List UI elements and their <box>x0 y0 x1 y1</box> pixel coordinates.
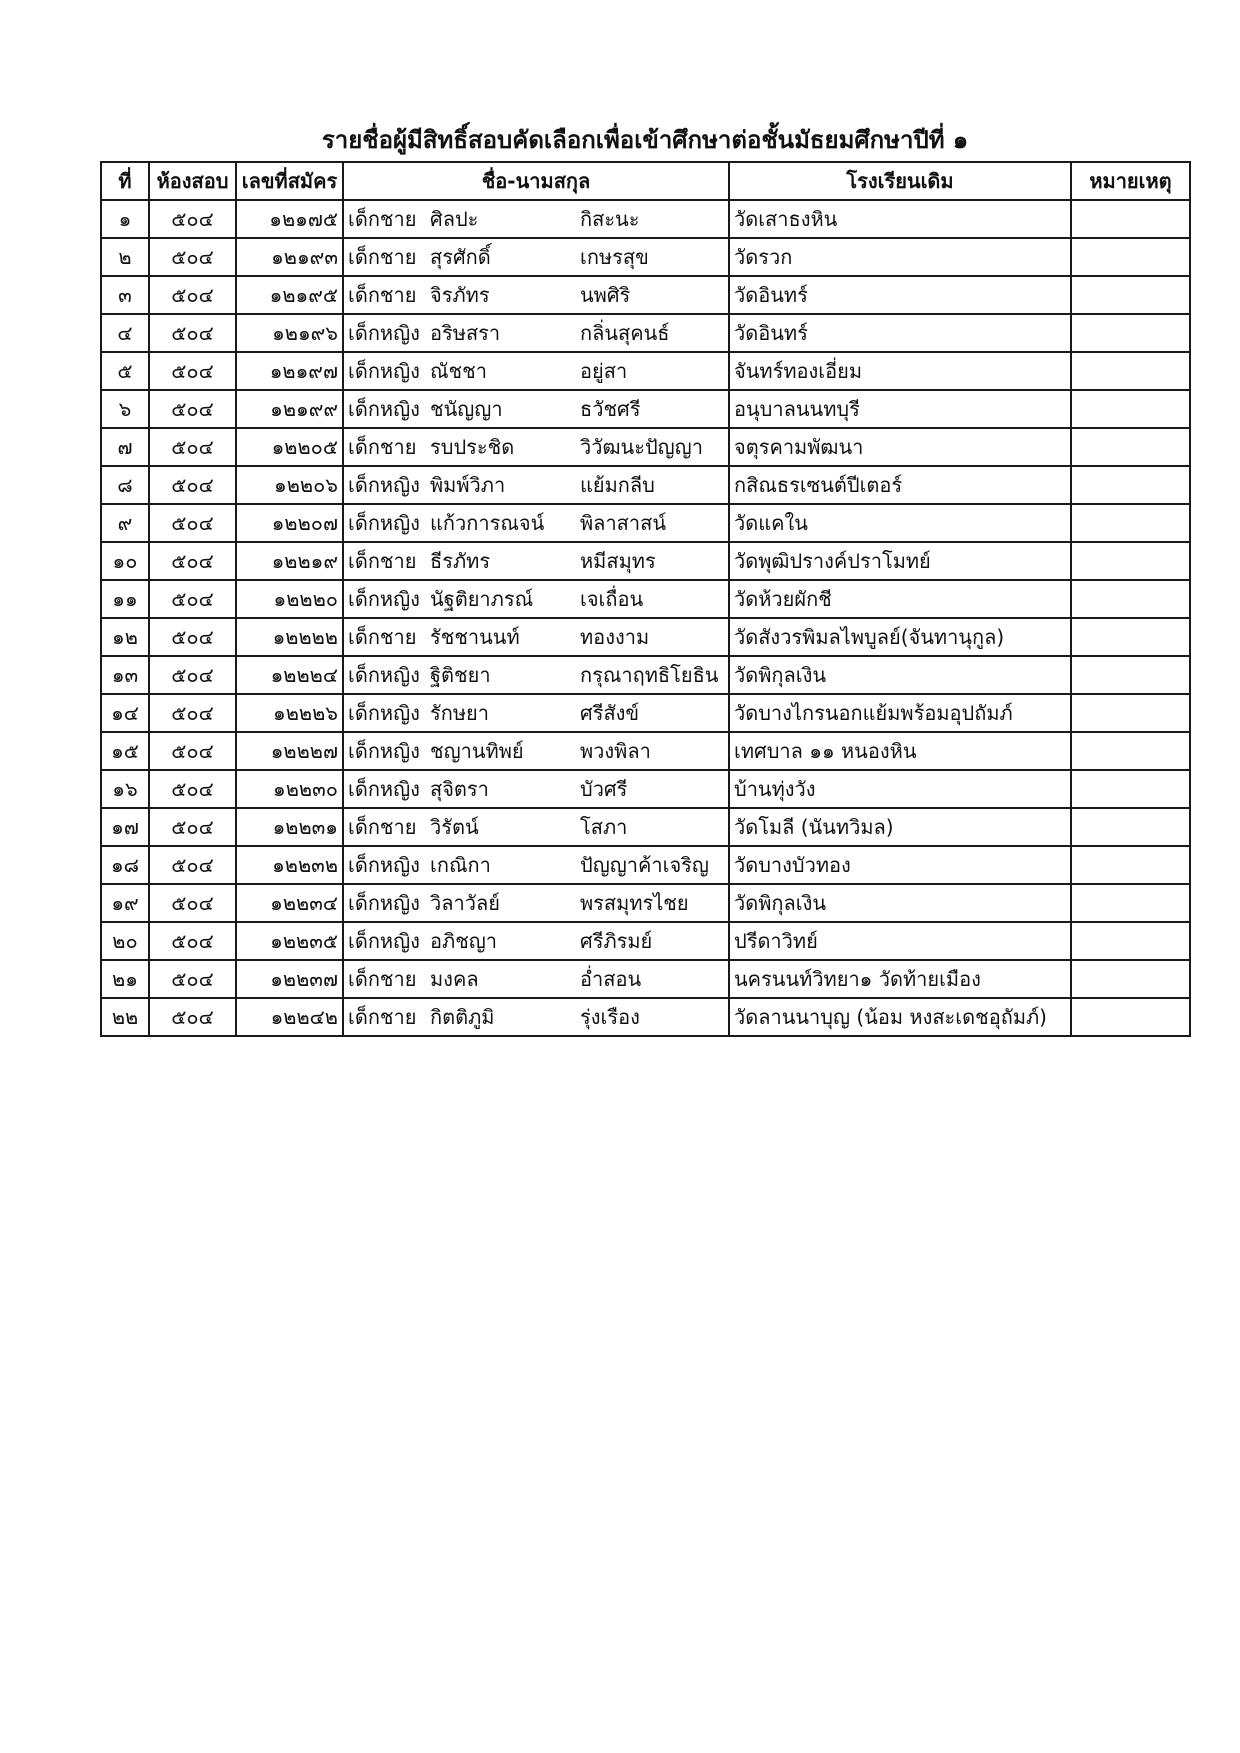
row-number: ๔ <box>101 314 149 352</box>
remark-cell <box>1071 314 1190 352</box>
name-prefix: เด็กหญิง <box>348 701 420 725</box>
remark-cell <box>1071 504 1190 542</box>
remark-cell <box>1071 922 1190 960</box>
previous-school: วัดห้วยผักชี <box>729 580 1071 618</box>
row-number: ๑๔ <box>101 694 149 732</box>
candidate-name <box>343 238 729 276</box>
application-number: ๑๒๒๓๕ <box>236 922 343 960</box>
previous-school: วัดแคใน <box>729 504 1071 542</box>
candidate-name <box>343 998 729 1036</box>
remark-cell <box>1071 428 1190 466</box>
row-number: ๒๒ <box>101 998 149 1036</box>
previous-school: วัดบางบัวทอง <box>729 846 1071 884</box>
row-number: ๑๕ <box>101 732 149 770</box>
name-prefix: เด็กชาย <box>348 1005 417 1029</box>
previous-school: ปรีดาวิทย์ <box>729 922 1071 960</box>
table-row <box>101 352 1190 390</box>
previous-school: วัดพุฒิปรางค์ปราโมทย์ <box>729 542 1071 580</box>
last-name: โสภา <box>580 815 628 839</box>
name-prefix: เด็กหญิง <box>348 511 420 535</box>
remark-cell <box>1071 276 1190 314</box>
name-prefix: เด็กชาย <box>348 967 417 991</box>
row-number: ๑๗ <box>101 808 149 846</box>
last-name: หมีสมุทร <box>580 549 656 573</box>
candidate-name <box>343 922 729 960</box>
last-name: พรสมุทรไชย <box>580 891 689 915</box>
table-row <box>101 770 1190 808</box>
name-prefix: เด็กชาย <box>348 435 417 459</box>
name-prefix: เด็กชาย <box>348 283 417 307</box>
application-number: ๑๒๑๙๙ <box>236 390 343 428</box>
header-remark: หมายเหตุ <box>1071 162 1190 200</box>
remark-cell <box>1071 200 1190 238</box>
first-name: วิลาวัลย์ <box>430 891 500 915</box>
application-number: ๑๒๒๓๐ <box>236 770 343 808</box>
exam-room: ๕๐๔ <box>149 428 236 466</box>
row-number: ๗ <box>101 428 149 466</box>
exam-room: ๕๐๔ <box>149 808 236 846</box>
first-name: นัฐติยาภรณ์ <box>430 587 534 611</box>
previous-school: วัดพิกุลเงิน <box>729 656 1071 694</box>
exam-room: ๕๐๔ <box>149 466 236 504</box>
last-name: รุ่งเรือง <box>580 1005 640 1029</box>
application-number: ๑๒๒๒๔ <box>236 656 343 694</box>
application-number: ๑๒๒๓๔ <box>236 884 343 922</box>
table-row <box>101 580 1190 618</box>
table-row <box>101 390 1190 428</box>
name-prefix: เด็กหญิง <box>348 397 420 421</box>
previous-school: นครนนท์วิทยา๑ วัดท้ายเมือง <box>729 960 1071 998</box>
first-name: อภิชญา <box>430 929 498 953</box>
header-room: ห้องสอบ <box>149 162 236 200</box>
table-row <box>101 504 1190 542</box>
application-number: ๑๒๒๐๕ <box>236 428 343 466</box>
remark-cell <box>1071 352 1190 390</box>
application-number: ๑๒๒๓๒ <box>236 846 343 884</box>
application-number: ๑๒๒๒๗ <box>236 732 343 770</box>
last-name: ศรีภิรมย์ <box>580 929 653 953</box>
first-name: ณัชชา <box>430 359 487 383</box>
remark-cell <box>1071 656 1190 694</box>
candidate-name <box>343 352 729 390</box>
exam-room: ๕๐๔ <box>149 542 236 580</box>
exam-room: ๕๐๔ <box>149 200 236 238</box>
first-name: สุรศักดิ์ <box>430 245 491 269</box>
row-number: ๑๑ <box>101 580 149 618</box>
candidate-name <box>343 884 729 922</box>
row-number: ๑๘ <box>101 846 149 884</box>
table-row <box>101 618 1190 656</box>
row-number: ๑๓ <box>101 656 149 694</box>
exam-room: ๕๐๔ <box>149 390 236 428</box>
previous-school: จันทร์ทองเอี่ยม <box>729 352 1071 390</box>
exam-room: ๕๐๔ <box>149 618 236 656</box>
table-row <box>101 694 1190 732</box>
header-school: โรงเรียนเดิม <box>729 162 1071 200</box>
remark-cell <box>1071 770 1190 808</box>
last-name: แย้มกลีบ <box>580 473 655 497</box>
row-number: ๑๒ <box>101 618 149 656</box>
name-prefix: เด็กหญิง <box>348 853 420 877</box>
table-row <box>101 238 1190 276</box>
last-name: กรุณาฤทธิโยธิน <box>580 663 719 687</box>
first-name: แก้วการณจน์ <box>430 511 545 535</box>
exam-room: ๕๐๔ <box>149 694 236 732</box>
candidate-name <box>343 808 729 846</box>
row-number: ๑๖ <box>101 770 149 808</box>
name-prefix: เด็กหญิง <box>348 929 420 953</box>
previous-school: วัดพิกุลเงิน <box>729 884 1071 922</box>
previous-school: วัดอินทร์ <box>729 276 1071 314</box>
application-number: ๑๒๒๓๑ <box>236 808 343 846</box>
candidate-name <box>343 504 729 542</box>
row-number: ๕ <box>101 352 149 390</box>
remark-cell <box>1071 998 1190 1036</box>
first-name: รัชชานนท์ <box>430 625 520 649</box>
previous-school: วัดรวก <box>729 238 1071 276</box>
application-number: ๑๒๒๐๖ <box>236 466 343 504</box>
application-number: ๑๒๒๒๖ <box>236 694 343 732</box>
application-number: ๑๒๒๓๗ <box>236 960 343 998</box>
remark-cell <box>1071 390 1190 428</box>
candidate-name <box>343 390 729 428</box>
candidate-name <box>343 694 729 732</box>
candidate-name <box>343 960 729 998</box>
first-name: รบประชิด <box>430 435 515 459</box>
row-number: ๑ <box>101 200 149 238</box>
candidate-name <box>343 846 729 884</box>
table-row <box>101 200 1190 238</box>
last-name: ธวัชศรี <box>580 397 641 421</box>
previous-school: กสิณธรเซนต์ปีเตอร์ <box>729 466 1071 504</box>
last-name: พิลาสาสน์ <box>580 511 666 535</box>
page-title: รายชื่อผู้มีสิทธิ์สอบคัดเลือกเพื่อเข้าศึกษาต่อชั้นมัธยมศึกษาปีที่ ๑ <box>321 126 969 154</box>
remark-cell <box>1071 694 1190 732</box>
candidate-name <box>343 580 729 618</box>
exam-room: ๕๐๔ <box>149 314 236 352</box>
row-number: ๓ <box>101 276 149 314</box>
table-row <box>101 428 1190 466</box>
last-name: อ่ำสอน <box>580 967 642 991</box>
name-prefix: เด็กหญิง <box>348 473 420 497</box>
candidate-name <box>343 618 729 656</box>
first-name: อริษสรา <box>430 321 501 345</box>
candidate-name <box>343 542 729 580</box>
candidate-name <box>343 770 729 808</box>
last-name: อยู่สา <box>580 359 628 383</box>
last-name: พวงพิลา <box>580 739 651 763</box>
first-name: ชนัญญา <box>430 397 503 421</box>
application-number: ๑๒๒๐๗ <box>236 504 343 542</box>
row-number: ๙ <box>101 504 149 542</box>
name-prefix: เด็กหญิง <box>348 321 420 345</box>
name-prefix: เด็กหญิง <box>348 739 420 763</box>
candidate-name <box>343 314 729 352</box>
name-prefix: เด็กชาย <box>348 815 417 839</box>
exam-room: ๕๐๔ <box>149 770 236 808</box>
name-prefix: เด็กชาย <box>348 207 417 231</box>
remark-cell <box>1071 732 1190 770</box>
first-name: จิรภัทร <box>430 283 490 307</box>
application-number: ๑๒๑๙๖ <box>236 314 343 352</box>
last-name: กิสะนะ <box>580 207 640 231</box>
previous-school: วัดโมลี (นันทวิมล) <box>729 808 1071 846</box>
last-name: บัวศรี <box>580 777 628 801</box>
table-row <box>101 884 1190 922</box>
header-name: ชื่อ-นามสกุล <box>343 162 729 200</box>
name-prefix: เด็กหญิง <box>348 587 420 611</box>
exam-room: ๕๐๔ <box>149 656 236 694</box>
row-number: ๑๐ <box>101 542 149 580</box>
row-number: ๒๑ <box>101 960 149 998</box>
candidate-table <box>100 161 1191 1037</box>
table-row <box>101 846 1190 884</box>
table-body <box>101 200 1190 1036</box>
name-prefix: เด็กหญิง <box>348 663 420 687</box>
candidate-name <box>343 732 729 770</box>
first-name: เกณิกา <box>430 853 491 877</box>
candidate-name <box>343 276 729 314</box>
row-number: ๘ <box>101 466 149 504</box>
last-name: ปัญญาค้าเจริญ <box>580 853 709 877</box>
name-prefix: เด็กหญิง <box>348 891 420 915</box>
row-number: ๖ <box>101 390 149 428</box>
table-row <box>101 314 1190 352</box>
name-prefix: เด็กชาย <box>348 549 417 573</box>
exam-room: ๕๐๔ <box>149 884 236 922</box>
previous-school: วัดเสาธงหิน <box>729 200 1071 238</box>
application-number: ๑๒๑๙๓ <box>236 238 343 276</box>
exam-room: ๕๐๔ <box>149 732 236 770</box>
table-row <box>101 922 1190 960</box>
previous-school: วัดลานนาบุญ (น้อม หงสะเดชอุถัมภ์) <box>729 998 1071 1036</box>
table-row <box>101 542 1190 580</box>
first-name: วิรัตน์ <box>430 815 479 839</box>
row-number: ๑๙ <box>101 884 149 922</box>
remark-cell <box>1071 466 1190 504</box>
row-number: ๒ <box>101 238 149 276</box>
exam-room: ๕๐๔ <box>149 922 236 960</box>
application-number: ๑๒๒๒๒ <box>236 618 343 656</box>
first-name: พิมพ์วิภา <box>430 473 506 497</box>
last-name: วิวัฒนะปัญญา <box>580 435 703 459</box>
remark-cell <box>1071 542 1190 580</box>
previous-school: อนุบาลนนทบุรี <box>729 390 1071 428</box>
last-name: เกษรสุข <box>580 245 649 269</box>
first-name: กิตติภูมิ <box>430 1005 495 1029</box>
first-name: ศิลปะ <box>430 207 479 231</box>
table-row <box>101 732 1190 770</box>
last-name: นพศิริ <box>580 283 631 307</box>
exam-room: ๕๐๔ <box>149 352 236 390</box>
application-number: ๑๒๒๒๐ <box>236 580 343 618</box>
row-number: ๒๐ <box>101 922 149 960</box>
previous-school: เทศบาล ๑๑ หนองหิน <box>729 732 1071 770</box>
exam-room: ๕๐๔ <box>149 998 236 1036</box>
first-name: ชญานทิพย์ <box>430 739 524 763</box>
first-name: ฐิติชยา <box>430 663 491 687</box>
application-number: ๑๒๑๙๗ <box>236 352 343 390</box>
application-number: ๑๒๑๗๕ <box>236 200 343 238</box>
remark-cell <box>1071 960 1190 998</box>
candidate-name <box>343 428 729 466</box>
name-prefix: เด็กหญิง <box>348 359 420 383</box>
exam-room: ๕๐๔ <box>149 960 236 998</box>
application-number: ๑๒๒๔๒ <box>236 998 343 1036</box>
application-number: ๑๒๒๑๙ <box>236 542 343 580</box>
previous-school: วัดสังวรพิมลไพบูลย์(จันทานุกูล) <box>729 618 1071 656</box>
exam-room: ๕๐๔ <box>149 504 236 542</box>
table-row <box>101 466 1190 504</box>
last-name: เจเถื่อน <box>580 587 644 611</box>
remark-cell <box>1071 580 1190 618</box>
candidate-name <box>343 466 729 504</box>
table-row <box>101 276 1190 314</box>
remark-cell <box>1071 238 1190 276</box>
last-name: กลิ่นสุคนธ์ <box>580 321 670 345</box>
header-app-no: เลขที่สมัคร <box>236 162 343 200</box>
exam-room: ๕๐๔ <box>149 276 236 314</box>
remark-cell <box>1071 846 1190 884</box>
name-prefix: เด็กชาย <box>348 625 417 649</box>
candidate-name <box>343 656 729 694</box>
remark-cell <box>1071 618 1190 656</box>
header-no: ที่ <box>101 162 149 200</box>
first-name: สุจิตรา <box>430 777 489 801</box>
previous-school: วัดบางไกรนอกแย้มพร้อมอุปถัมภ์ <box>729 694 1071 732</box>
previous-school: จตุรคามพัฒนา <box>729 428 1071 466</box>
table-row <box>101 808 1190 846</box>
name-prefix: เด็กหญิง <box>348 777 420 801</box>
application-number: ๑๒๑๙๕ <box>236 276 343 314</box>
table-row <box>101 656 1190 694</box>
candidate-name <box>343 200 729 238</box>
first-name: ธีรภัทร <box>430 549 491 573</box>
previous-school: บ้านทุ่งวัง <box>729 770 1071 808</box>
remark-cell <box>1071 884 1190 922</box>
exam-room: ๕๐๔ <box>149 580 236 618</box>
table-header-row <box>101 162 1190 200</box>
exam-room: ๕๐๔ <box>149 846 236 884</box>
table-row <box>101 998 1190 1036</box>
last-name: ศรีสังข์ <box>580 701 640 725</box>
first-name: รักษยา <box>430 701 489 725</box>
previous-school: วัดอินทร์ <box>729 314 1071 352</box>
last-name: ทองงาม <box>580 625 650 649</box>
first-name: มงคล <box>430 967 479 991</box>
remark-cell <box>1071 808 1190 846</box>
exam-room: ๕๐๔ <box>149 238 236 276</box>
name-prefix: เด็กชาย <box>348 245 417 269</box>
table-row <box>101 960 1190 998</box>
